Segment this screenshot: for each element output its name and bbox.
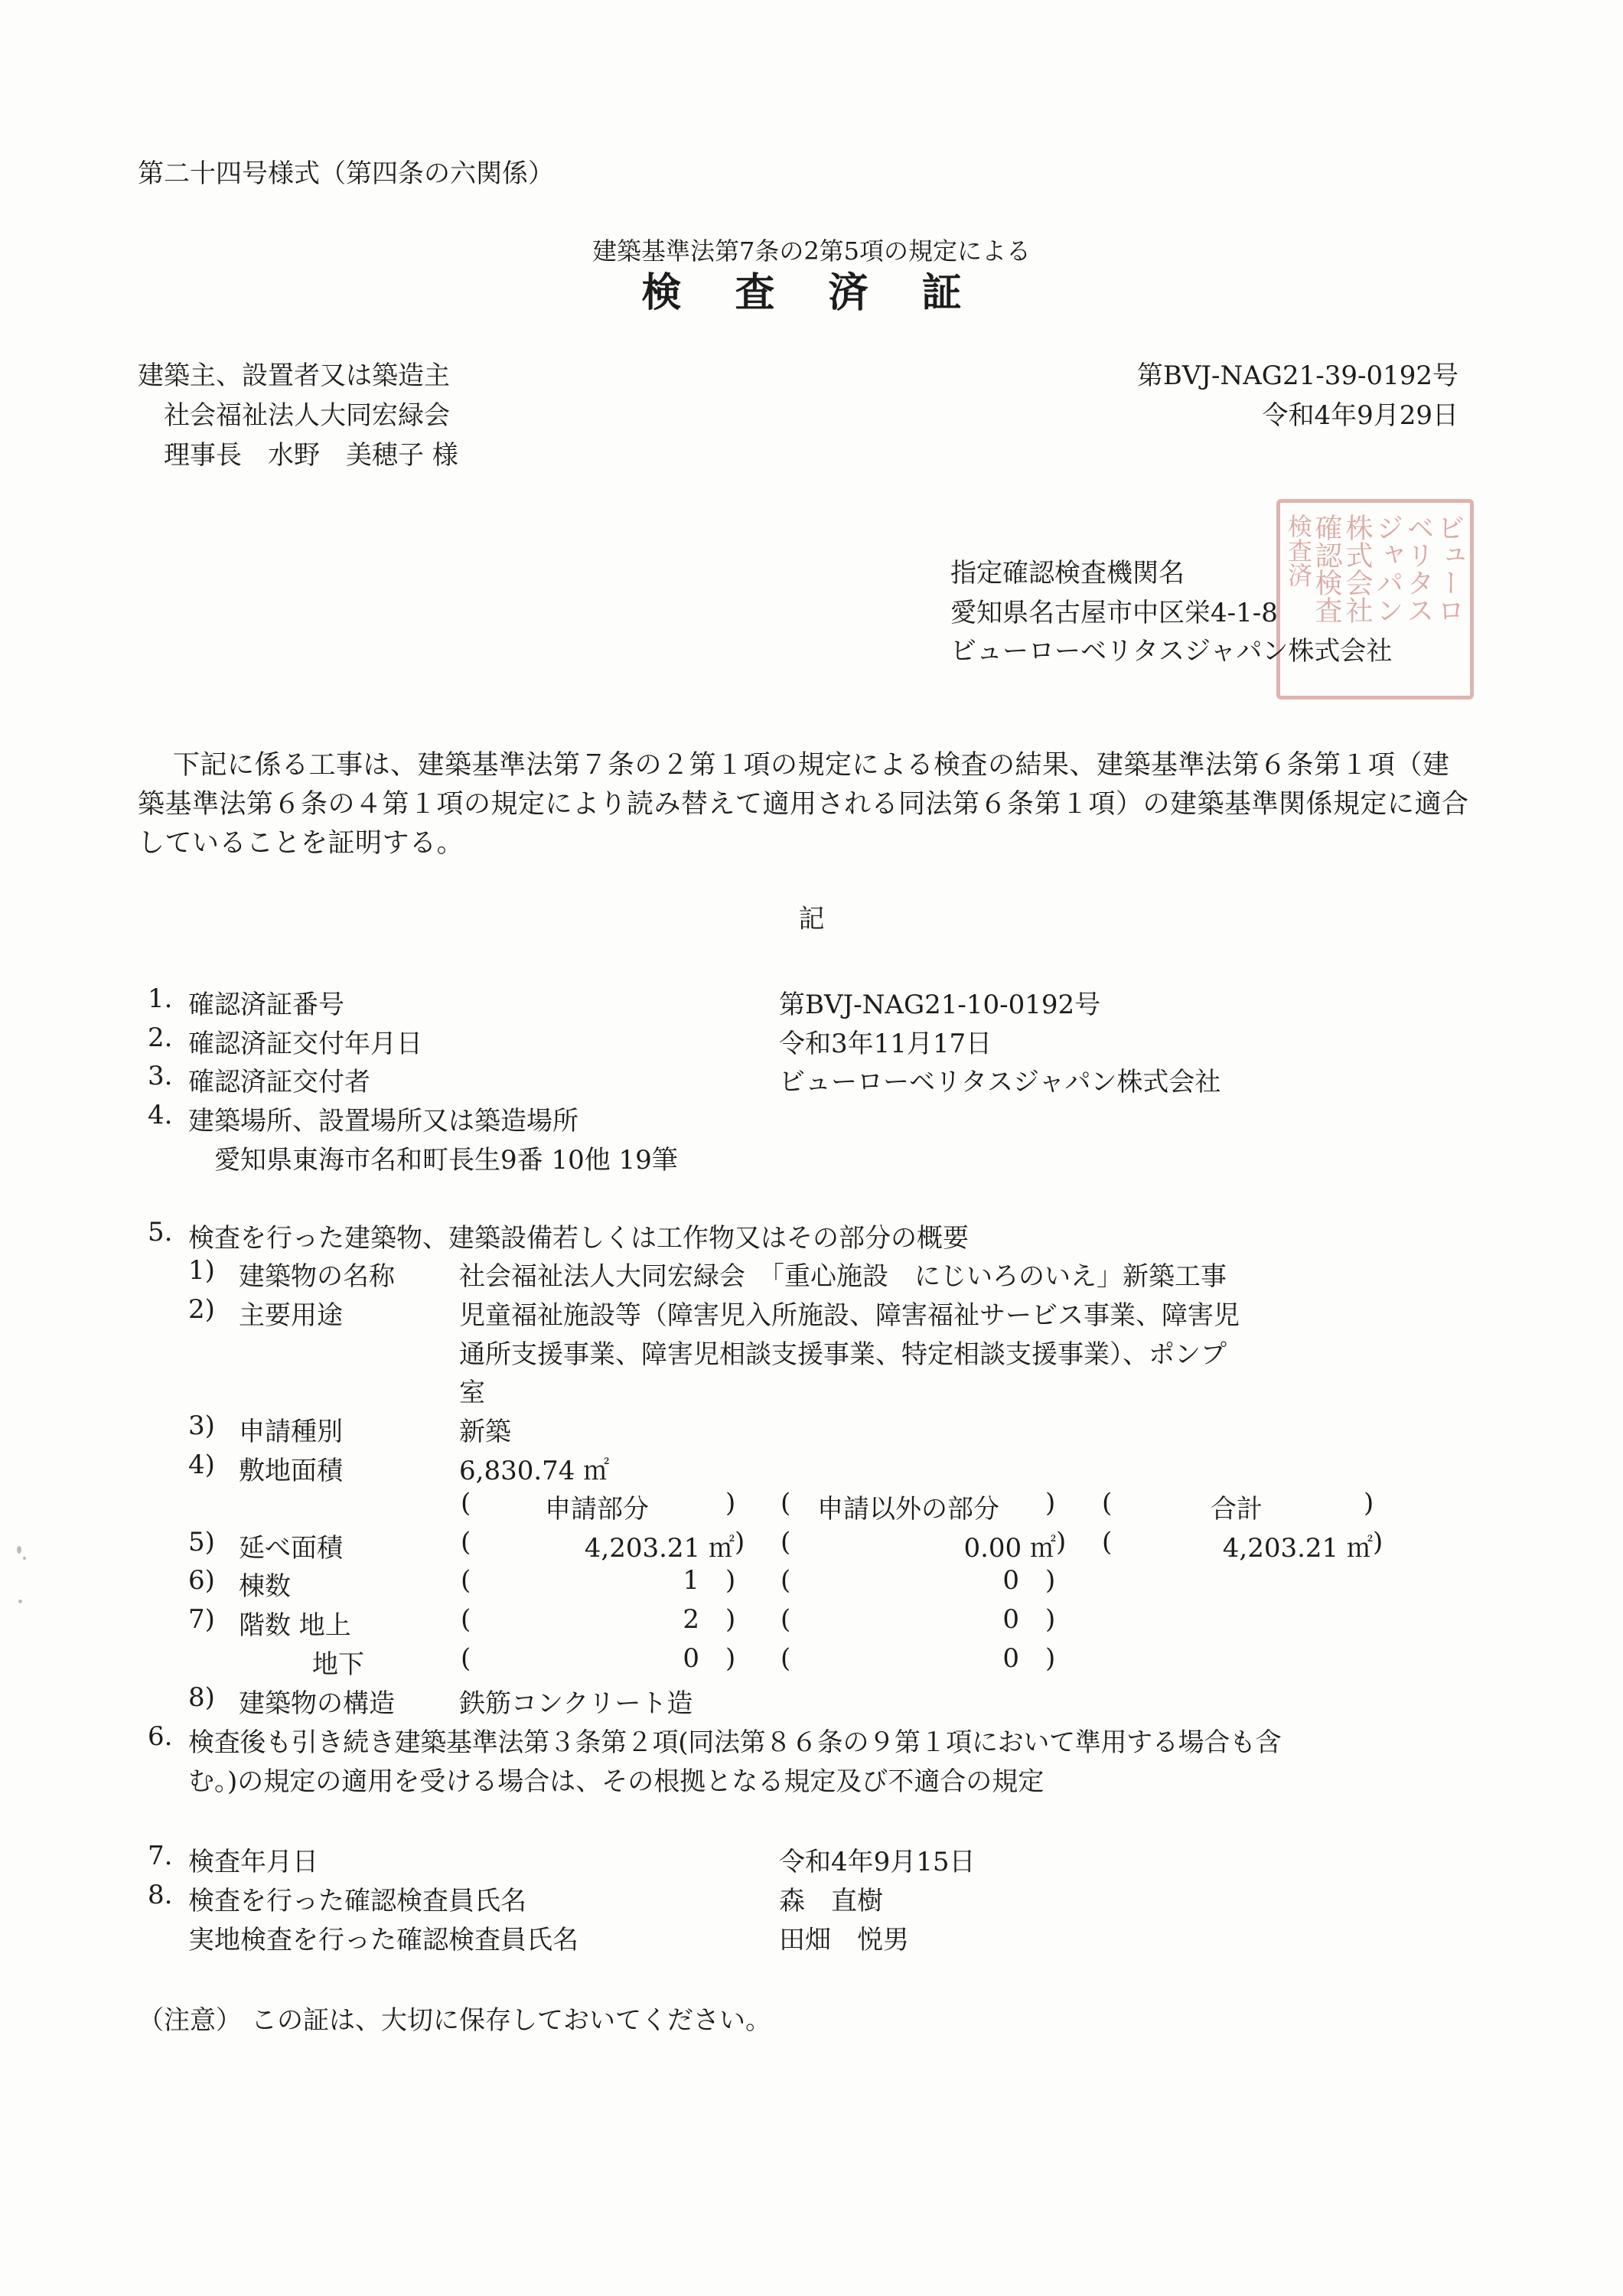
item-number: 2. [148,1022,173,1053]
seal-column: ベリタス [1403,514,1434,624]
sub-label: 敷地面積 [239,1456,343,1486]
paren: ) [1045,1643,1056,1674]
item-label: 検査を行った確認検査員氏名 [188,1886,526,1916]
paren: ( [781,1604,791,1635]
paren: ) [1045,1565,1056,1596]
paren: ) [725,1643,736,1674]
document-number: 第BVJ-NAG21-39-0192号 [1136,360,1458,391]
document-title: 検 査 済 証 [641,269,982,316]
paren: ( [1102,1488,1113,1518]
form-label: 第二十四号様式（第四条の六関係） [138,158,554,189]
sub-value: 児童福祉施設等（障害児入所施設、障害福祉サービス事業、障害児 [459,1300,1240,1331]
sub-value: 社会福祉法人大同宏緑会 「重心施設 にじいろのいえ」新築工事 [459,1261,1227,1292]
item-label: む。)の規定の適用を受ける場合は、その根拠となる規定及び不適合の規定 [188,1766,1045,1797]
value-other: 0 [1002,1643,1019,1674]
item-label: 確認済証交付年月日 [188,1029,422,1059]
header-total: 合計 [1211,1494,1263,1525]
sub-label: 建築物の名称 [239,1261,395,1292]
item-label: 建築場所、設置場所又は築造場所 [188,1106,578,1137]
issue-date: 令和4年9月29日 [1262,400,1458,431]
sub-number: 5) [188,1527,215,1557]
paren: ) [1045,1488,1056,1518]
item-number: 1. [148,983,173,1014]
issuer-seal [1276,499,1474,700]
paren: ) [1373,1527,1383,1557]
sub-number: 2) [188,1294,215,1325]
issuer-address: 愛知県名古屋市中区栄4-1-8 [950,598,1278,628]
law-basis: 建築基準法第7条の2第5項の規定による [592,236,1031,266]
scan-speck [18,1600,22,1603]
item-number: 6. [148,1721,173,1752]
paren: ) [1056,1527,1067,1557]
sub-value: 鉄筋コンクリート造 [459,1688,693,1719]
paren: ) [725,1488,736,1518]
item-value: 愛知県東海市名和町長生9番 10他 19筆 [214,1145,678,1176]
item-value: 田畑 悦男 [779,1925,909,1955]
sub-label: 階数 地上 [239,1610,351,1641]
seal-column: ジャパン [1372,514,1403,624]
paren: ( [461,1527,471,1557]
value-other: 0.00 ㎡ [963,1533,1056,1564]
sub-number: 3) [188,1411,215,1441]
item-label: 検査後も引き続き建築基準法第３条第２項(同法第８６条の９第１項において準用する場合も含 [188,1727,1282,1758]
sub-value: 室 [459,1378,485,1408]
note-label: （注意） [138,2005,242,2036]
value-applied: 2 [683,1604,699,1635]
item-label: 検査を行った建築物、建築設備若しくは工作物又はその部分の概要 [188,1223,969,1254]
issuer-heading: 指定確認検査機関名 [950,558,1185,589]
item-value: 令和4年9月15日 [779,1847,976,1877]
seal-column: ビューロ [1433,514,1465,624]
paren: ( [1102,1527,1113,1557]
item-value: 森 直樹 [779,1886,883,1916]
seal-column: 検査済 [1284,514,1313,587]
paren: ) [725,1604,736,1635]
item-number: 3. [148,1061,173,1091]
item-value: 令和3年11月17日 [779,1029,992,1059]
item-number: 7. [148,1841,173,1871]
sub-number: 4) [188,1450,215,1480]
sub-label: 建築物の構造 [239,1688,395,1719]
value-other: 0 [1002,1565,1019,1596]
sub-label: 棟数 [239,1571,291,1602]
sub-value: 6,830.74 ㎡ [459,1456,610,1486]
sub-label: 主要用途 [239,1300,343,1331]
paren: ( [781,1527,791,1557]
addressee-organization: 社会福祉法人大同宏緑会 [164,400,450,431]
value-total: 4,203.21 ㎡ [1222,1533,1373,1564]
paren: ( [461,1643,471,1674]
sub-value: 通所支援事業、障害児相談支援事業、特定相談支援事業）、ポンプ [459,1339,1227,1370]
value-applied: 1 [683,1565,699,1596]
seal-column: 確認検査 [1311,514,1342,624]
paren: ) [735,1527,745,1557]
paren: ( [781,1565,791,1596]
note-text: この証は、大切に保存しておいてください。 [251,2005,771,2036]
paren: ( [461,1565,471,1596]
value-applied: 4,203.21 ㎡ [584,1533,735,1564]
paren: ) [725,1565,736,1596]
item-value: ビューローベリタスジャパン株式会社 [779,1067,1221,1097]
certification-statement: 下記に係る工事は、建築基準法第７条の２第１項の規定による検査の結果、建築基準法第６条第１項（建築基準法第６条の４第１項の規定により読み替えて適用される同法第６条第１項）の建築基準関係規定に適合していることを証明する。 [138,750,1469,859]
paren: ) [1045,1604,1056,1635]
paren: ( [781,1488,791,1518]
item-number: 8. [148,1880,173,1910]
header-other: 申請以外の部分 [817,1494,999,1525]
sub-number: 8) [188,1682,215,1713]
sub-value: 新築 [459,1417,511,1447]
sub-label: 地下 [312,1649,364,1680]
paren: ) [1364,1488,1374,1518]
item-label: 検査年月日 [188,1847,318,1877]
sub-label: 延べ面積 [239,1533,343,1564]
sub-number: 1) [188,1255,215,1286]
sub-label: 申請種別 [239,1417,343,1447]
addressee-heading: 建築主、設置者又は築造主 [138,360,450,391]
item-label: 確認済証交付者 [188,1067,370,1097]
item-value: 第BVJ-NAG21-10-0192号 [779,990,1101,1020]
value-other: 0 [1002,1604,1019,1635]
scan-speck [17,1546,21,1554]
item-label: 確認済証番号 [188,990,344,1020]
value-applied: 0 [683,1643,699,1674]
seal-column: 株式会社 [1341,514,1373,624]
sub-number: 7) [188,1604,215,1635]
paren: ( [461,1488,471,1518]
item-number: 5. [148,1217,173,1247]
addressee-person: 理事長 水野 美穂子 様 [164,440,458,471]
issuer-name: ビューローベリタスジャパン株式会社 [950,636,1393,667]
item-label: 実地検査を行った確認検査員氏名 [188,1925,578,1955]
sub-number: 6) [188,1565,215,1596]
item-number: 4. [148,1100,173,1130]
header-applied: 申請部分 [545,1494,649,1525]
paren: ( [461,1604,471,1635]
paren: ( [781,1643,791,1674]
scan-speck [23,1557,26,1560]
ki-heading: 記 [798,904,825,934]
